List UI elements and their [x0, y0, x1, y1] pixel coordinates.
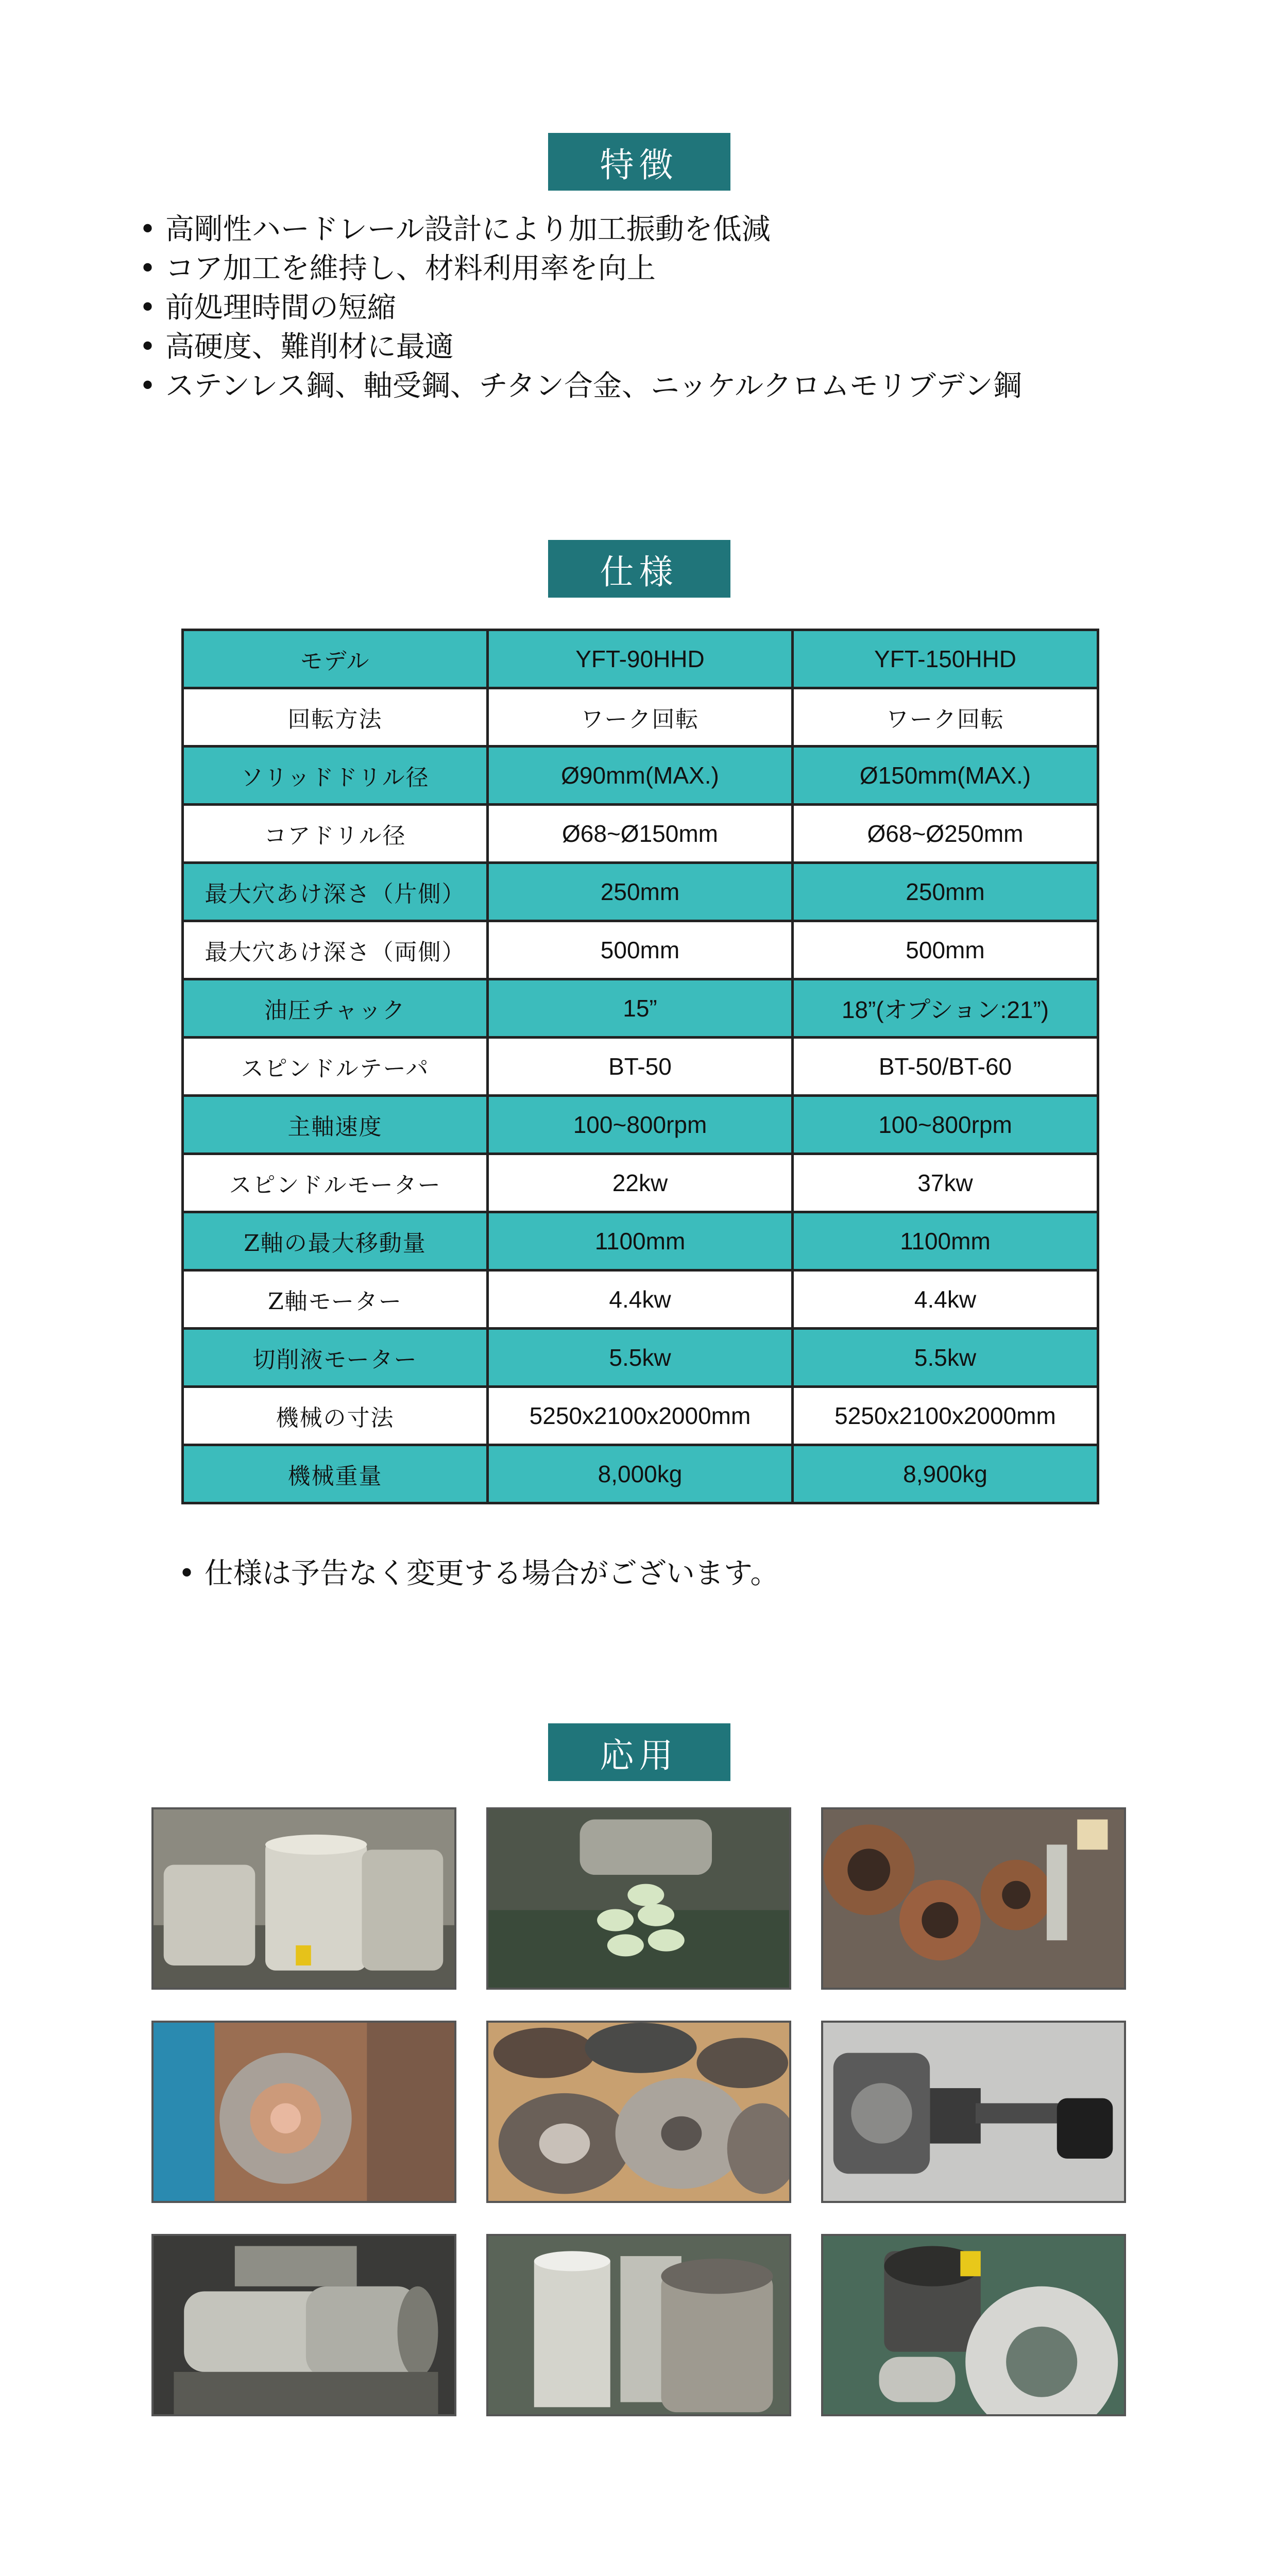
spec-value-cell: 500mm — [793, 921, 1098, 979]
spec-row — [183, 688, 1098, 747]
spec-row — [183, 1038, 1098, 1096]
spec-label-cell: ソリッドドリル径 — [183, 747, 488, 805]
spec-value-cell: 1100mm — [488, 1212, 793, 1270]
spec-row — [183, 1212, 1098, 1270]
spec-row — [183, 1096, 1098, 1154]
spec-label-cell: 回転方法 — [183, 688, 488, 747]
spec-row — [183, 979, 1098, 1038]
spec-label-cell: 油圧チャック — [183, 979, 488, 1038]
spec-label-cell: 最大穴あけ深さ（片側） — [183, 863, 488, 921]
spec-row — [183, 1445, 1098, 1503]
feature-item: • コア加工を維持し、材料利用率を向上 — [139, 249, 1169, 289]
spec-header-cell: YFT-150HHD — [793, 630, 1098, 688]
spec-value-cell: 5.5kw — [488, 1329, 793, 1387]
spec-row — [183, 1387, 1098, 1445]
application-photo-core-bars — [486, 1807, 791, 1990]
spec-row — [183, 1154, 1098, 1212]
spec-value-cell: 100~800rpm — [488, 1096, 793, 1154]
spec-value-cell: 4.4kw — [793, 1270, 1098, 1329]
spec-value-cell: ワーク回転 — [793, 688, 1098, 747]
spec-row — [183, 863, 1098, 921]
spec-label-cell: 機械重量 — [183, 1445, 488, 1503]
feature-item: • ステンレス鋼、軸受鋼、チタン合金、ニッケルクロムモリブデン鋼 — [139, 367, 1169, 406]
spec-value-cell: 100~800rpm — [793, 1096, 1098, 1154]
spec-table — [181, 629, 1099, 1504]
spec-value-cell: 5.5kw — [793, 1329, 1098, 1387]
spec-label-cell: 機械の寸法 — [183, 1387, 488, 1445]
spec-value-cell: BT-50 — [488, 1038, 793, 1096]
spec-value-cell: 15” — [488, 979, 793, 1038]
specs-title: 仕様 — [548, 540, 730, 598]
spec-value-cell: 37kw — [793, 1154, 1098, 1212]
spec-value-cell: 22kw — [488, 1154, 793, 1212]
spec-value-cell: 250mm — [793, 863, 1098, 921]
spec-value-cell: Ø68~Ø150mm — [488, 805, 793, 863]
spec-row — [183, 805, 1098, 863]
spec-value-cell: 250mm — [488, 863, 793, 921]
spec-value-cell: BT-50/BT-60 — [793, 1038, 1098, 1096]
applications-title: 応用 — [548, 1723, 730, 1781]
spec-label-cell: 切削液モーター — [183, 1329, 488, 1387]
spec-value-cell: Ø90mm(MAX.) — [488, 747, 793, 805]
spec-row — [183, 747, 1098, 805]
spec-label-cell: スピンドルモーター — [183, 1154, 488, 1212]
application-photo-drilling — [821, 2021, 1126, 2203]
spec-value-cell: Ø68~Ø250mm — [793, 805, 1098, 863]
spec-label-cell: 最大穴あけ深さ（両側） — [183, 921, 488, 979]
application-photo-impellers — [486, 2021, 791, 2203]
spec-label-cell: コアドリル径 — [183, 805, 488, 863]
spec-value-cell: 8,900kg — [793, 1445, 1098, 1503]
spec-value-cell: 500mm — [488, 921, 793, 979]
spec-label-cell: Z軸の最大移動量 — [183, 1212, 488, 1270]
feature-item: • 高硬度、難削材に最適 — [139, 328, 1169, 367]
application-photo-bearing-rings — [151, 1807, 456, 1990]
spec-row — [183, 1270, 1098, 1329]
spec-label-cell: 主軸速度 — [183, 1096, 488, 1154]
spec-header-cell: YFT-90HHD — [488, 630, 793, 688]
application-photo-sleeves — [486, 2234, 791, 2416]
features-list — [139, 210, 1169, 406]
spec-value-cell: 18”(オプション:21”) — [793, 979, 1098, 1038]
spec-value-cell: ワーク回転 — [488, 688, 793, 747]
application-photo-machining-chuck — [151, 2021, 456, 2203]
application-photo-rusty-tubes — [821, 1807, 1126, 1990]
spec-value-cell: 8,000kg — [488, 1445, 793, 1503]
spec-value-cell: 5250x2100x2000mm — [793, 1387, 1098, 1445]
spec-value-cell: Ø150mm(MAX.) — [793, 747, 1098, 805]
spec-label-cell: Z軸モーター — [183, 1270, 488, 1329]
spec-label-cell: スピンドルテーパ — [183, 1038, 488, 1096]
spec-value-cell: 5250x2100x2000mm — [488, 1387, 793, 1445]
spec-row — [183, 921, 1098, 979]
spec-value-cell: 1100mm — [793, 1212, 1098, 1270]
features-title: 特徴 — [548, 133, 730, 191]
feature-item: • 前処理時間の短縮 — [139, 289, 1169, 328]
spec-note: • 仕様は予告なく変更する場合がございます。 — [178, 1551, 779, 1592]
application-photo-pipes — [151, 2234, 456, 2416]
feature-item: • 高剛性ハードレール設計により加工振動を低減 — [139, 210, 1169, 249]
spec-value-cell: 4.4kw — [488, 1270, 793, 1329]
application-photo-rings — [821, 2234, 1126, 2416]
spec-header-cell: モデル — [183, 630, 488, 688]
spec-row — [183, 1329, 1098, 1387]
spec-header-row — [183, 630, 1098, 688]
